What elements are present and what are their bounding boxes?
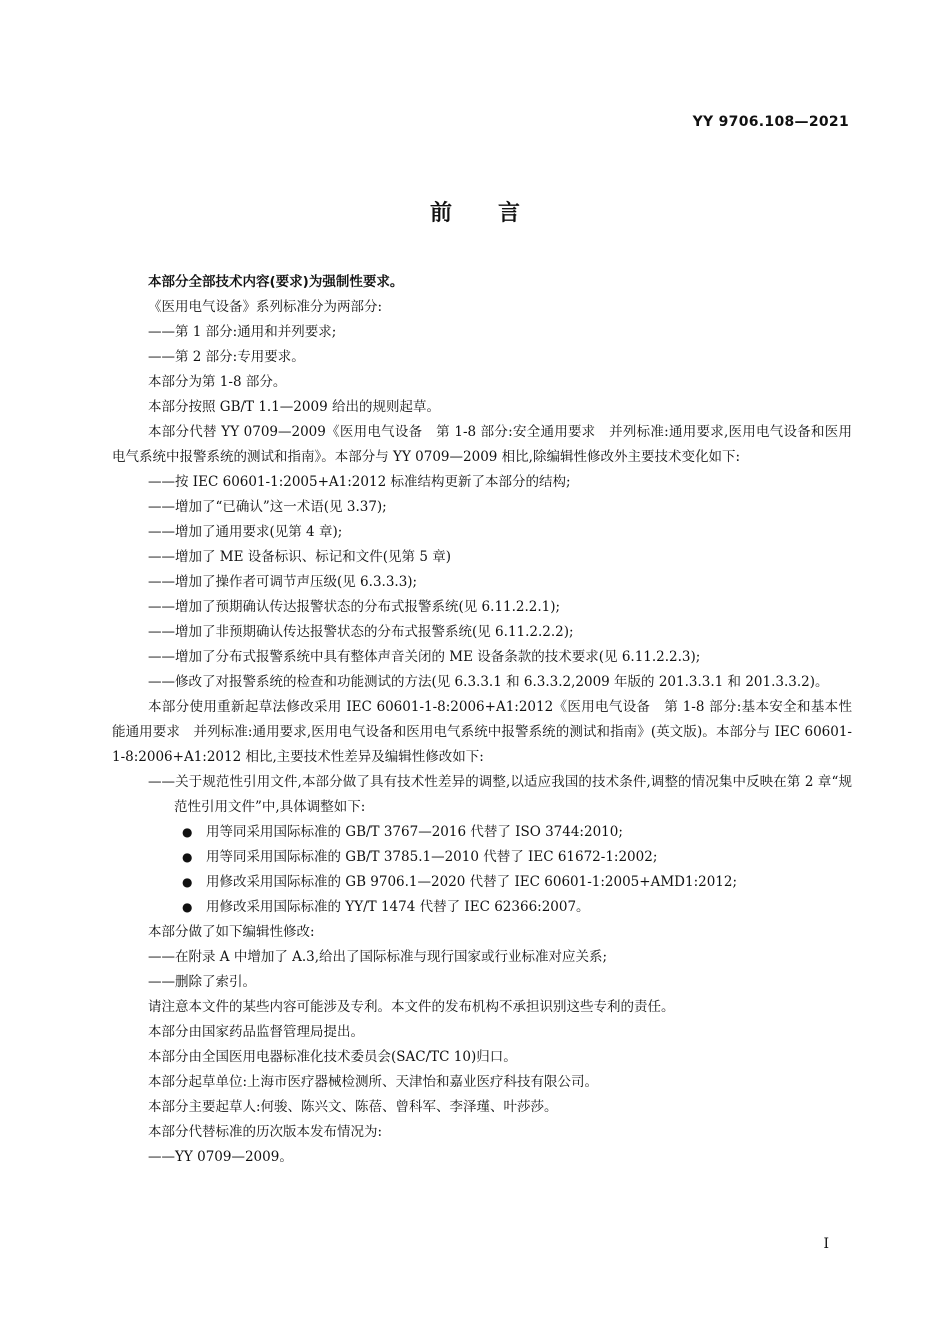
bullet-icon: ● — [182, 900, 193, 914]
part-statement: 本部分为第 1-8 部分。 — [148, 374, 287, 390]
previous-editions-intro: 本部分代替标准的历次版本发布情况为: — [148, 1124, 383, 1140]
difference-item: ——关于规范性引用文件,本部分做了具有技术性差异的调整,以适应我国的技术条件,调整的情况集中反映在第 2 章“规范性引用文件”中,具体调整如下: — [148, 774, 852, 815]
bullet-text: 用等同采用国际标准的 GB/T 3785.1—2010 代替了 IEC 61672-1:2002; — [206, 849, 658, 865]
bullet-text: 用等同采用国际标准的 GB/T 3767—2016 代替了 ISO 3744:2010; — [206, 824, 623, 840]
change-item: ——增加了操作者可调节声压级(见 6.3.3.3); — [148, 574, 418, 590]
change-item: ——增加了预期确认传达报警状态的分布式报警系统(见 6.11.2.2.1); — [148, 599, 561, 615]
page-number: I — [823, 1236, 829, 1252]
standard-code: YY 9706.108—2021 — [692, 114, 849, 130]
change-item: ——修改了对报警系统的检查和功能测试的方法(见 6.3.3.1 和 6.3.3.2,2009 年版的 201.3.3.1 和 201.3.3.2)。 — [148, 674, 829, 690]
page-title: 前言 — [429, 201, 566, 226]
proposer: 本部分由国家药品监督管理局提出。 — [148, 1024, 364, 1040]
bullet-item — [112, 845, 852, 870]
change-item: ——增加了“已确认”这一术语(见 3.37); — [148, 499, 387, 515]
bullet-icon: ● — [182, 825, 193, 839]
bullet-text: 用修改采用国际标准的 GB 9706.1—2020 代替了 IEC 60601-1:2005+AMD1:2012; — [206, 874, 738, 890]
bullet-item — [112, 820, 852, 845]
committee: 本部分由全国医用电器标准化技术委员会(SAC/TC 10)归口。 — [148, 1049, 517, 1065]
change-item: ——增加了通用要求(见第 4 章); — [148, 524, 343, 540]
change-item: ——增加了分布式报警系统中具有整体声音关闭的 ME 设备条款的技术要求(见 6.11.2.2.3); — [148, 649, 701, 665]
drafting-rule: 本部分按照 GB/T 1.1—2009 给出的规则起草。 — [148, 399, 440, 415]
replacement-statement: 本部分代替 YY 0709—2009《医用电气设备 第 1-8 部分:安全通用要求 并列标准:通用要求,医用电气设备和医用电气系统中报警系统的测试和指南》。本部分与 YY 0709—2009 相比,除编辑性修改外主要技术变化如下: — [112, 424, 852, 465]
series-part-2: ——第 2 部分:专用要求。 — [148, 349, 305, 365]
bullet-icon: ● — [182, 850, 193, 864]
bullet-text: 用修改采用国际标准的 YY/T 1474 代替了 IEC 62366:2007。 — [206, 899, 590, 915]
editorial-item: ——删除了索引。 — [148, 974, 256, 990]
mandatory-statement: 本部分全部技术内容(要求)为强制性要求。 — [148, 274, 404, 290]
document-body — [112, 270, 852, 1170]
series-part-1: ——第 1 部分:通用和并列要求; — [148, 324, 337, 340]
series-intro: 《医用电气设备》系列标准分为两部分: — [148, 299, 383, 315]
change-item: ——按 IEC 60601-1:2005+A1:2012 标准结构更新了本部分的结构; — [148, 474, 571, 490]
drafting-units: 本部分起草单位:上海市医疗器械检测所、天津怡和嘉业医疗科技有限公司。 — [148, 1074, 599, 1090]
previous-edition-item: ——YY 0709—2009。 — [148, 1149, 293, 1165]
editorial-item: ——在附录 A 中增加了 A.3,给出了国际标准与现行国家或行业标准对应关系; — [148, 949, 608, 965]
bullet-icon: ● — [182, 875, 193, 889]
change-item: ——增加了非预期确认传达报警状态的分布式报警系统(见 6.11.2.2.2); — [148, 624, 574, 640]
patent-notice: 请注意本文件的某些内容可能涉及专利。本文件的发布机构不承担识别这些专利的责任。 — [148, 999, 675, 1015]
bullet-item — [112, 870, 852, 895]
adoption-statement: 本部分使用重新起草法修改采用 IEC 60601-1-8:2006+A1:2012《医用电气设备 第 1-8 部分:基本安全和基本性能通用要求 并列标准:通用要求,医用电气设备和医用电气系统中报警系统的测试和指南》(英文版)。本部分与 IEC 60601-1-8:2006+A1:2012 相比,主要技术性差异及编辑性修改如下: — [112, 699, 852, 765]
drafters: 本部分主要起草人:何骏、陈兴文、陈蓓、曾科军、李泽瑾、叶莎莎。 — [148, 1099, 558, 1115]
change-item: ——增加了 ME 设备标识、标记和文件(见第 5 章) — [148, 549, 451, 565]
editorial-intro: 本部分做了如下编辑性修改: — [148, 924, 315, 940]
bullet-item — [112, 895, 852, 920]
